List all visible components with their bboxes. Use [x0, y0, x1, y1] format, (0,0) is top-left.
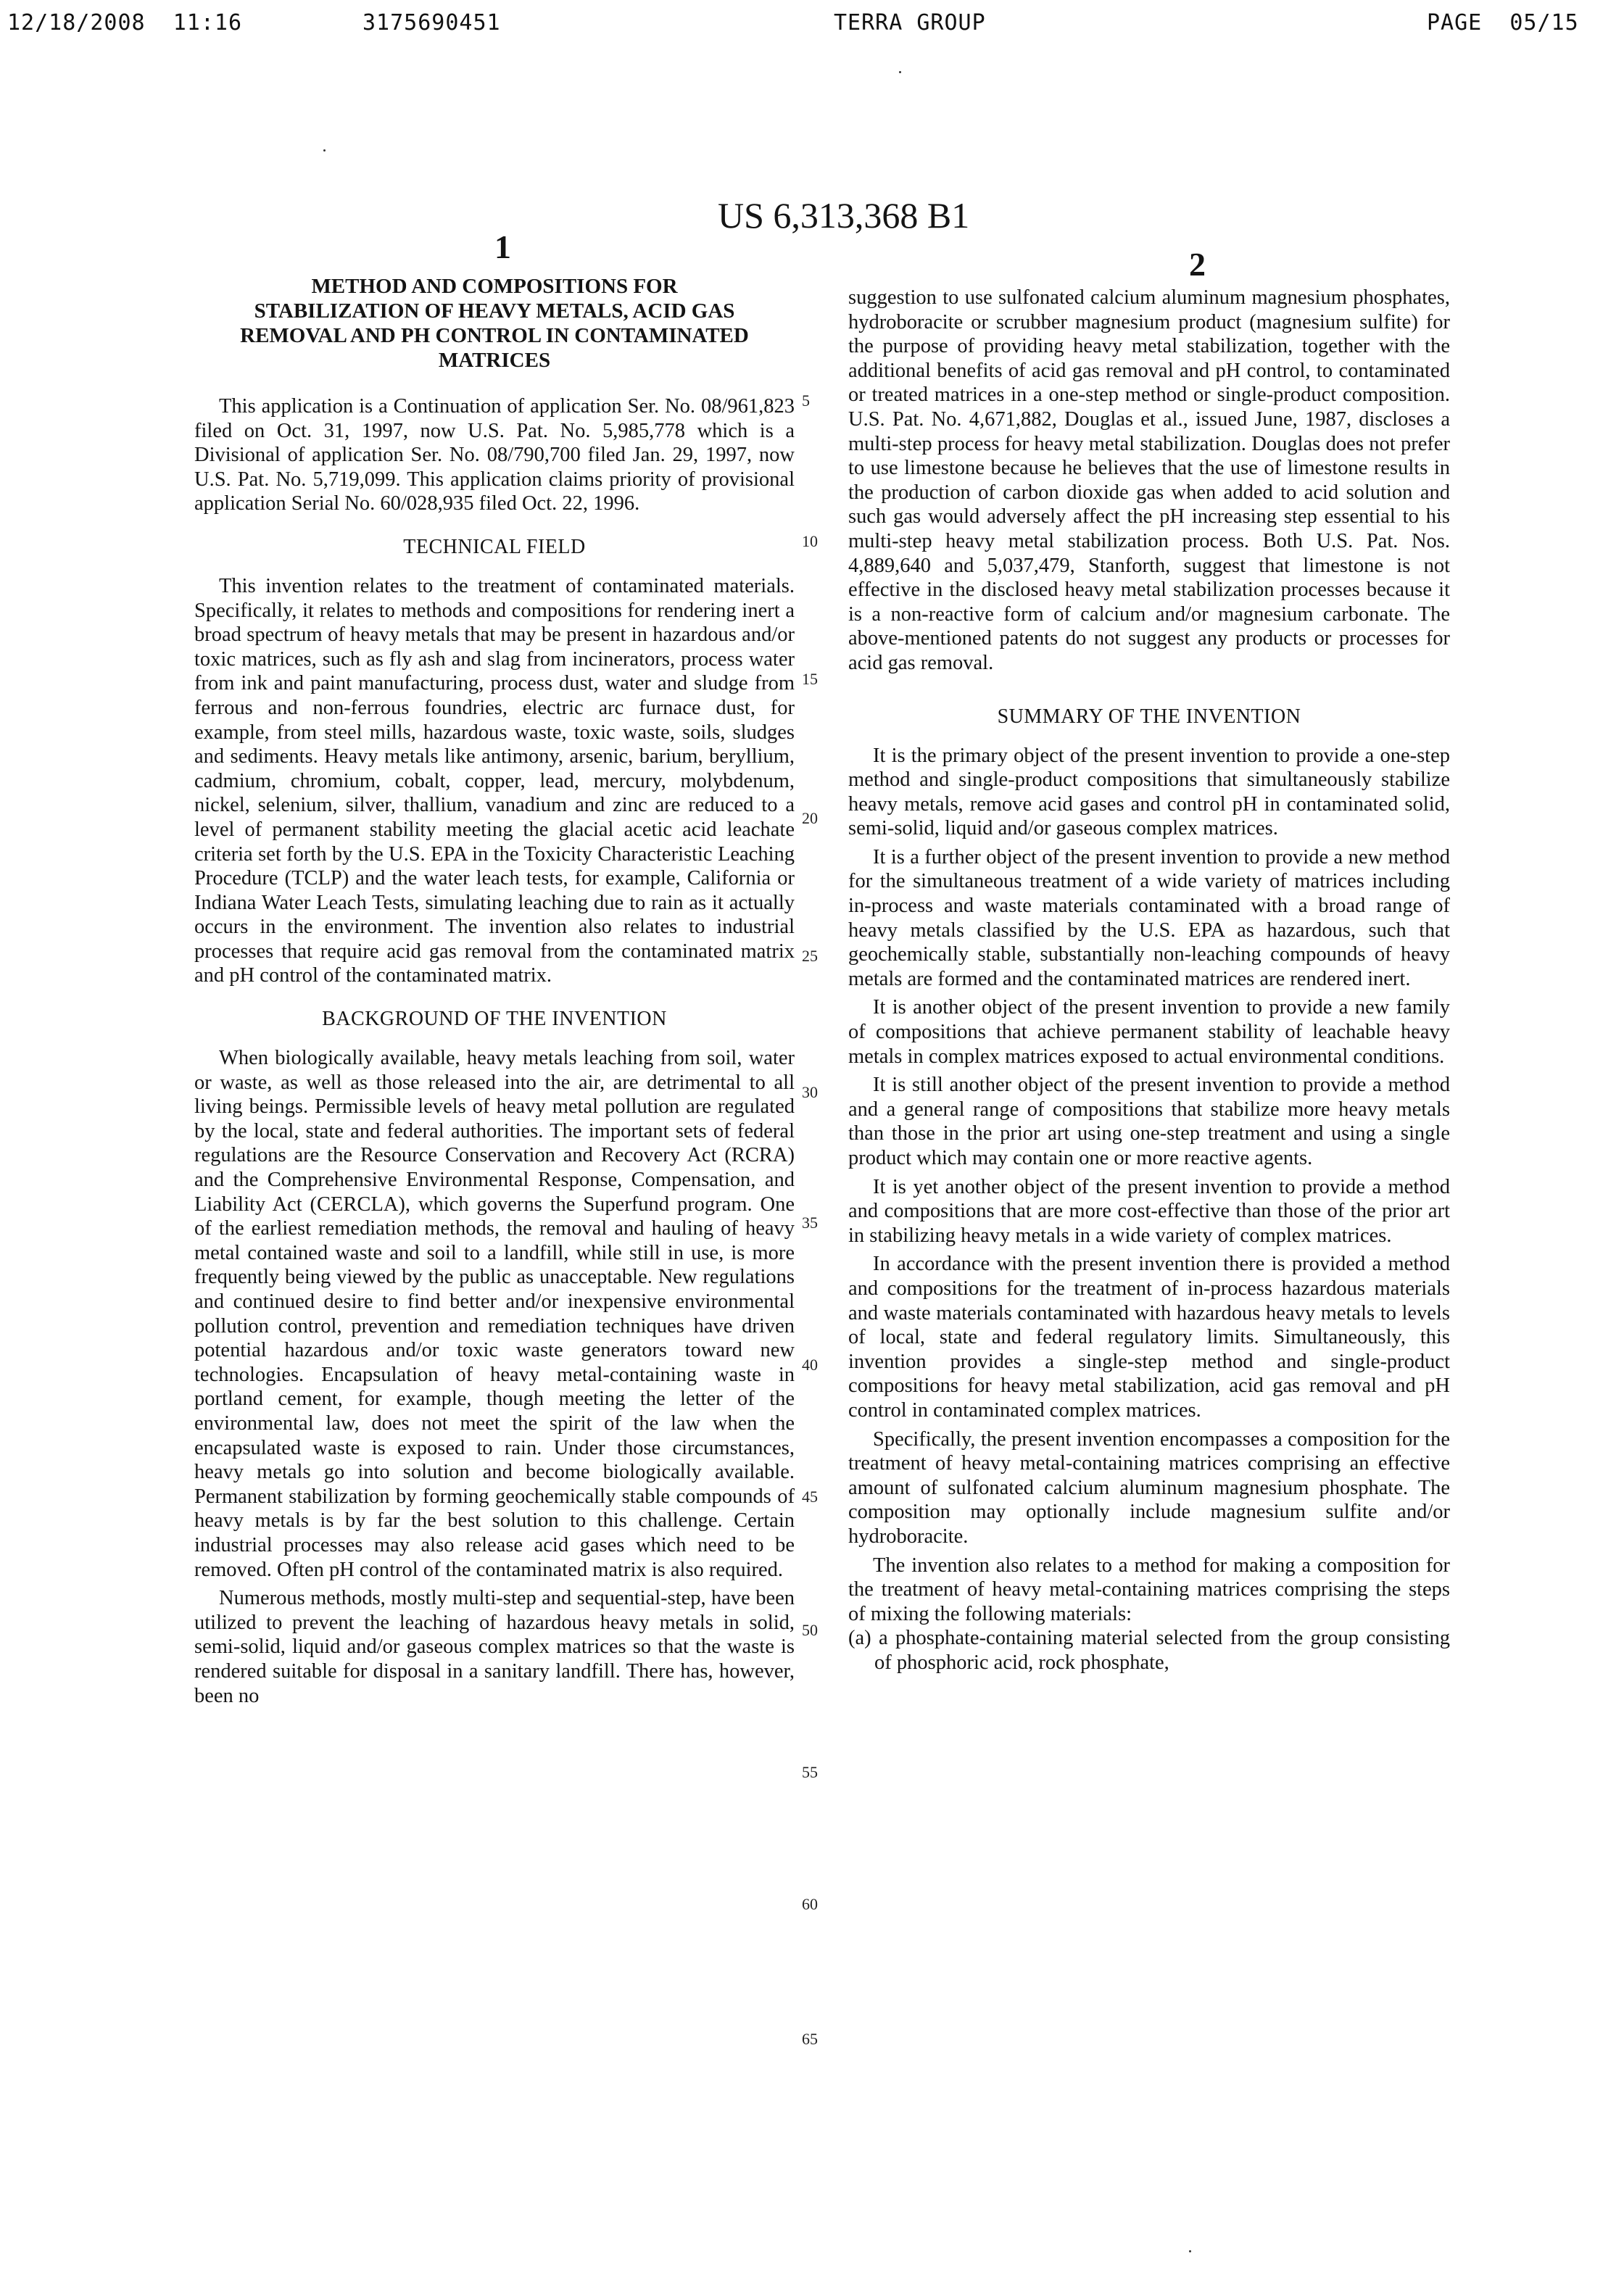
summary-paragraph-6: In accordance with the present invention there is provided a method and compositions for the treatment of in-process hazardous materials and waste materials contaminated with hazardous heavy metals to levels of local, state and federal regulatory limits. Simultaneously, this invention provides a single-step method and single-product compositions for heavy metal stabilization, acid gas removal and pH control in contaminated complex matrices.: [848, 1253, 1450, 1422]
summary-paragraph-4: It is still another object of the present invention to provide a method and a general range of compositions that stabilize more heavy metals than those in the prior art using one-step treatment and using a single product which may contain one or more reactive agents.: [848, 1074, 1450, 1169]
continued-paragraph: suggestion to use sulfonated calcium aluminum magnesium phosphates, hydroboracite or scrubber magnesium product (magnesium sulfite) for the purpose of providing heavy metal stabilization, together with the additional benefits of acid gas removal and pH control, to contaminated or treated matrices in a one-step method or single-product composition. U.S. Pat. No. 4,671,882, Douglas et al., issued June, 1987, discloses a multi-step process for heavy metal stabilization. Douglas does not prefer to use limestone because he believes that the use of limestone results in the production of carbon dioxide gas when added to acid solution and such gas would adversely affect the pH increasing step essential to his multi-step heavy metal stabilization process. Both U.S. Pat. Nos. 4,889,640 and 5,037,479, Stanforth, suggest that limestone is not effective in the disclosed heavy metal stabilization processes because it is a non-reactive form of calcium and/or magnesium carbonate. The above-mentioned patents do not suggest any products or processes for acid gas removal.: [848, 286, 1450, 674]
summary-paragraph-2: It is a further object of the present invention to provide a new method for the simultaneous treatment of a wide variety of matrices including in-process and waste materials contaminated with a broad range of heavy metals classified by the U.S. EPA as hazardous, such that geochemically stable, substantially non-leaching compounds of heavy metals are formed and the contaminated matrices are rendered inert.: [848, 845, 1450, 990]
background-heading: BACKGROUND OF THE INVENTION: [322, 1008, 667, 1031]
intro-paragraph: This application is a Continuation of application Ser. No. 08/961,823 filed on Oct. 31, 1997, now U.S. Pat. No. 5,985,778 which is a Divisional of application Ser. No. 08/790,700 filed Jan. 29, 1997, now U.S. Pat. No. 5,719,099. This application claims priority of provisional application Serial No. 60/028,935 filed Oct. 22, 1996.: [194, 395, 795, 515]
list-item-a: (a) a phosphate-containing material selected from the group consisting of phosphoric acid, rock phosphate,: [848, 1627, 1450, 1674]
column-number-right: 2: [1189, 246, 1206, 283]
patent-number: US 6,313,368 B1: [718, 195, 970, 236]
scan-speck: [323, 149, 326, 152]
line-number: 45: [802, 1488, 818, 1506]
fax-datetime: 12/18/2008 11:16: [7, 10, 243, 36]
column-number-left: 1: [494, 228, 511, 265]
summary-heading: SUMMARY OF THE INVENTION: [997, 705, 1301, 728]
summary-paragraph-5: It is yet another object of the present invention to provide a method and compositions that are more cost-effective than those of the prior art in stabilizing heavy metals in a wide variety of complex matrices.: [848, 1175, 1450, 1247]
technical-field-paragraph: This invention relates to the treatment of contaminated materials. Specifically, it relates to methods and compositions for rendering inert a broad spectrum of heavy metals that may be present in hazardous and/or toxic matrices, such as fly ash and slag from incinerators, process water from ink and paint manufacturing, process dust, water and sludge from ferrous and non-ferrous foundries, electric arc furnace dust, for example, from steel mills, hazardous waste, toxic waste, soils, sludges and sediments. Heavy metals like antimony, arsenic, barium, beryllium, cadmium, chromium, cobalt, copper, lead, mercury, molybdenum, nickel, selenium, silver, thallium, vanadium and zinc are reduced to a level of permanent stability meeting the glacial acetic acid leachate criteria set forth by the U.S. EPA in the Toxicity Characteristic Leaching Procedure (TCLP) and the water leach tests, for example, California or Indiana Water Leach Tests, simulating leaching due to rain as it actually occurs in the environment. The invention also relates to industrial processes that require acid gas removal from the contaminated matrix and pH control of the contaminated matrix.: [194, 574, 795, 987]
fax-page: PAGE 05/15: [1427, 10, 1579, 36]
technical-field-heading: TECHNICAL FIELD: [403, 535, 586, 558]
background-paragraph-2: Numerous methods, mostly multi-step and sequential-step, have been utilized to prevent the leaching of hazardous heavy metals in solid, semi-solid, liquid and/or gaseous complex matrices so that the waste is rendered suitable for disposal in a sanitary landfill. There has, however, been no: [194, 1587, 795, 1707]
line-number: 15: [802, 670, 818, 688]
left-column: [194, 274, 795, 1708]
fax-sender: TERRA GROUP: [834, 10, 986, 36]
scan-speck: [899, 71, 901, 73]
line-number: 20: [802, 809, 818, 827]
line-number: 5: [802, 391, 810, 410]
line-number: 40: [802, 1356, 818, 1374]
line-number: 60: [802, 1895, 818, 1913]
line-number: 30: [802, 1083, 818, 1101]
summary-paragraph-3: It is another object of the present invention to provide a new family of compositions that achieve permanent stability of leachable heavy metals in complex matrices exposed to actual environmental conditions.: [848, 996, 1450, 1068]
patent-title: METHOD AND COMPOSITIONS FOR STABILIZATION OF HEAVY METALS, ACID GAS REMOVAL AND PH CONTROL IN CONTAMINATED MATRICES: [240, 275, 749, 372]
summary-paragraph-7: Specifically, the present invention encompasses a composition for the treatment of heavy metal-containing matrices comprising an effective amount of sulfonated calcium aluminum magnesium phosphate. The composition may optionally include magnesium sulfite and/or hydroboracite.: [848, 1427, 1450, 1548]
line-number: 25: [802, 947, 818, 965]
line-number: 10: [802, 532, 818, 550]
scan-speck: [1189, 2250, 1191, 2252]
line-number: 50: [802, 1621, 818, 1639]
summary-paragraph-1: It is the primary object of the present invention to provide a one-step method and single-product compositions that simultaneously stabilize heavy metals, remove acid gases and control pH in contaminated solid, semi-solid, liquid and/or gaseous complex matrices.: [848, 744, 1450, 840]
right-column: [848, 286, 1450, 1675]
summary-paragraph-8: The invention also relates to a method for making a composition for the treatment of heavy metal-containing matrices comprising the steps of mixing the following materials:: [848, 1554, 1450, 1625]
background-paragraph-1: When biologically available, heavy metals leaching from soil, water or waste, as well as those released into the air, are detrimental to all living beings. Permissible levels of heavy metal pollution are regulated by the local, state and federal authorities. The important sets of federal regulations are the Resource Conservation and Recovery Act (RCRA) and the Comprehensive Environmental Response, Compensation, and Liability Act (CERCLA), which governs the Superfund program. One of the earliest remediation methods, the removal and hauling of heavy metal contained waste and soil to a landfill, while still in use, is more frequently being viewed by the public as unacceptable. New regulations and continued desire to find better and/or inexpensive environmental pollution control, prevention and remediation techniques have driven potential hazardous and/or toxic waste generators toward new technologies. Encapsulation of heavy metal-containing waste in portland cement, for example, though meeting the letter of the environmental law, does not meet the spirit of the law when the encapsulated waste is exposed to rain. Under those circumstances, heavy metals go into solution and become biologically available. Permanent stabilization by forming geochemically stable compounds of heavy metals is by far the best solution to this challenge. Certain industrial processes may also release acid gases which need to be removed. Often pH control of the contaminated matrix is also required.: [194, 1047, 795, 1581]
fax-phone: 3175690451: [362, 10, 501, 36]
line-number: 55: [802, 1763, 818, 1781]
line-number: 65: [802, 2030, 818, 2048]
line-number: 35: [802, 1214, 818, 1232]
